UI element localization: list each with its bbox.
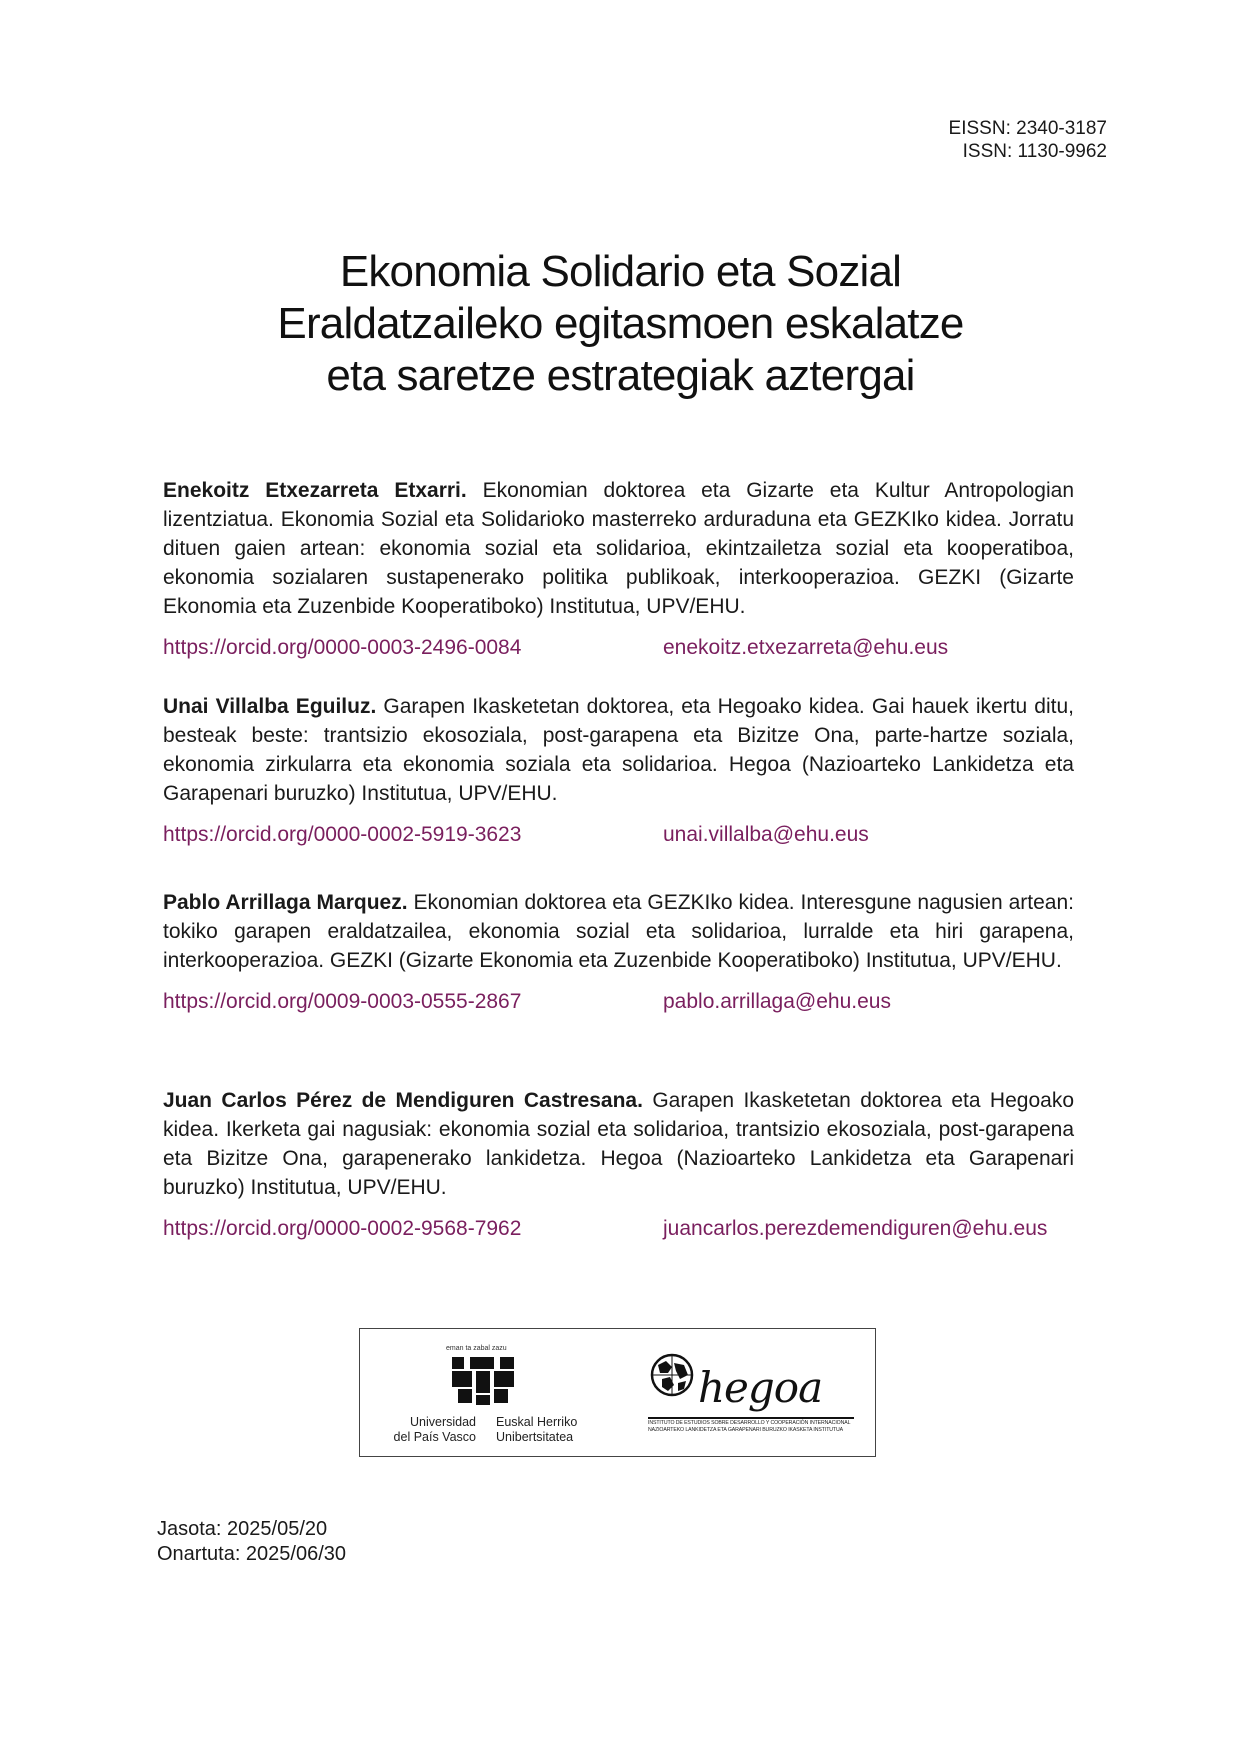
upv-emblem-icon <box>450 1355 516 1407</box>
title-line-3: eta saretze estrategiak aztergai <box>326 351 915 400</box>
upv-ehu-logo <box>360 1329 600 1458</box>
orcid-link[interactable]: https://orcid.org/0000-0002-9568-7962 <box>163 1217 522 1240</box>
email-link[interactable]: enekoitz.etxezarreta@ehu.eus <box>663 636 949 659</box>
hegoa-divider <box>648 1417 854 1419</box>
hegoa-subtitle-line-1: INSTITUTO DE ESTUDIOS SOBRE DESARROLLO Y COOPERACIÓN INTERNACIONAL <box>648 1420 851 1426</box>
globe-icon <box>648 1351 696 1401</box>
submission-dates <box>157 1517 346 1567</box>
author-name: Pablo Arrillaga Marquez. <box>163 891 408 914</box>
author-bio-text: Garapen Ikasketetan doktorea eta Hegoako kidea. Ikerketa gai nagusiak: ekonomia sozial eta solidarioa, trantsizio ekosoziala, post-garapena eta Bizitze Ona, garapenerako lankidetza. Hegoa (Nazioarteko Lankidetza eta Garapenari buruzko) Institutua, UPV/EHU. <box>163 1089 1074 1199</box>
upv-es-line-2: del País Vasco <box>393 1430 476 1444</box>
upv-name-spanish <box>372 1415 476 1445</box>
hegoa-subtitle-line-2: NAZIOARTEKO LANKIDETZA ETA GARAPENARI BURUZKO IKASKETA INSTITUTUA <box>648 1427 843 1433</box>
email-link[interactable]: pablo.arrillaga@ehu.eus <box>663 990 891 1013</box>
author-name: Enekoitz Etxezarreta Etxarri. <box>163 479 467 502</box>
hegoa-subtitle <box>648 1420 854 1434</box>
author-bio-text: Ekonomian doktorea eta GEZKIko kidea. Interesgune nagusien artean: tokiko garapen eraldatzailea, ekonomia sozial eta solidarioa, lurralde eta hiri garapena, interkooperazioa. GEZKI (Gizarte Ekonomia eta Zuzenbide Kooperatiboko) Institutua, UPV/EHU. <box>163 891 1075 972</box>
received-date: Jasota: 2025/05/20 <box>157 1518 328 1540</box>
author-bio <box>163 692 1074 808</box>
email-link[interactable]: unai.villalba@ehu.eus <box>663 823 869 846</box>
author-name: Juan Carlos Pérez de Mendiguren Castresana. <box>163 1089 643 1112</box>
article-title <box>100 246 1141 402</box>
author-bio-text: Garapen Ikasketetan doktorea, eta Hegoako kidea. Gai hauek ikertu ditu, besteak beste: trantsizio ekosoziala, post-garapena eta Bizitze Ona, parte-hartze soziala, ekonomia zirkularra eta ekonomia soziala eta solidarioa. Hegoa (Nazioarteko Lankidetza eta Garapenari buruzko) Institutua, UPV/EHU. <box>163 695 1074 805</box>
author-name: Unai Villalba Eguiluz. <box>163 695 377 718</box>
issn-text: ISSN: 1130-9962 <box>962 141 1107 162</box>
author-entry-4 <box>163 1086 1074 1244</box>
upv-motto: eman ta zabal zazu <box>446 1345 507 1352</box>
author-bio <box>163 476 1074 621</box>
author-links <box>163 820 1074 850</box>
upv-name-basque <box>496 1415 606 1445</box>
author-links <box>163 1214 1074 1244</box>
author-entry-3 <box>163 888 1074 1017</box>
upv-es-line-1: Universidad <box>409 1415 476 1429</box>
author-bio <box>163 1086 1074 1202</box>
author-links <box>163 987 1074 1017</box>
title-line-2: Eraldatzaileko egitasmoen eskalatze <box>277 299 964 348</box>
author-links <box>163 633 1074 663</box>
institution-logos-box <box>359 1328 876 1457</box>
orcid-link[interactable]: https://orcid.org/0000-0002-5919-3623 <box>163 823 522 846</box>
email-link[interactable]: juancarlos.perezdemendiguren@ehu.eus <box>663 1217 1048 1240</box>
accepted-date: Onartuta: 2025/06/30 <box>157 1543 347 1565</box>
issn-block <box>949 117 1107 163</box>
orcid-link[interactable]: https://orcid.org/0009-0003-0555-2867 <box>163 990 522 1013</box>
hegoa-wordmark: hegoa <box>698 1363 823 1412</box>
author-entry-1 <box>163 476 1074 663</box>
author-bio-text: Ekonomian doktorea eta Gizarte eta Kultur Antropologian lizentziatua. Ekonomia Sozial eta Solidarioko masterreko arduraduna eta GEZKIko kidea. Jorratu dituen gaien artean: ekonomia sozial eta solidarioa, ekintzailetza sozial eta kooperatiboa, ekonomia sozialaren sustapenerako politika publikoak, interkooperazioa. GEZKI (Gizarte Ekonomia eta Zuzenbide Kooperatiboko) Institutua, UPV/EHU. <box>163 479 1075 618</box>
upv-eu-line-1: Euskal Herriko <box>496 1415 578 1429</box>
author-entry-2 <box>163 692 1074 850</box>
upv-eu-line-2: Unibertsitatea <box>496 1430 574 1444</box>
orcid-link[interactable]: https://orcid.org/0000-0003-2496-0084 <box>163 636 522 659</box>
hegoa-logo <box>648 1345 858 1445</box>
author-bio <box>163 888 1074 975</box>
eissn-text: EISSN: 2340-3187 <box>948 118 1107 139</box>
title-line-1: Ekonomia Solidario eta Sozial <box>339 247 902 296</box>
